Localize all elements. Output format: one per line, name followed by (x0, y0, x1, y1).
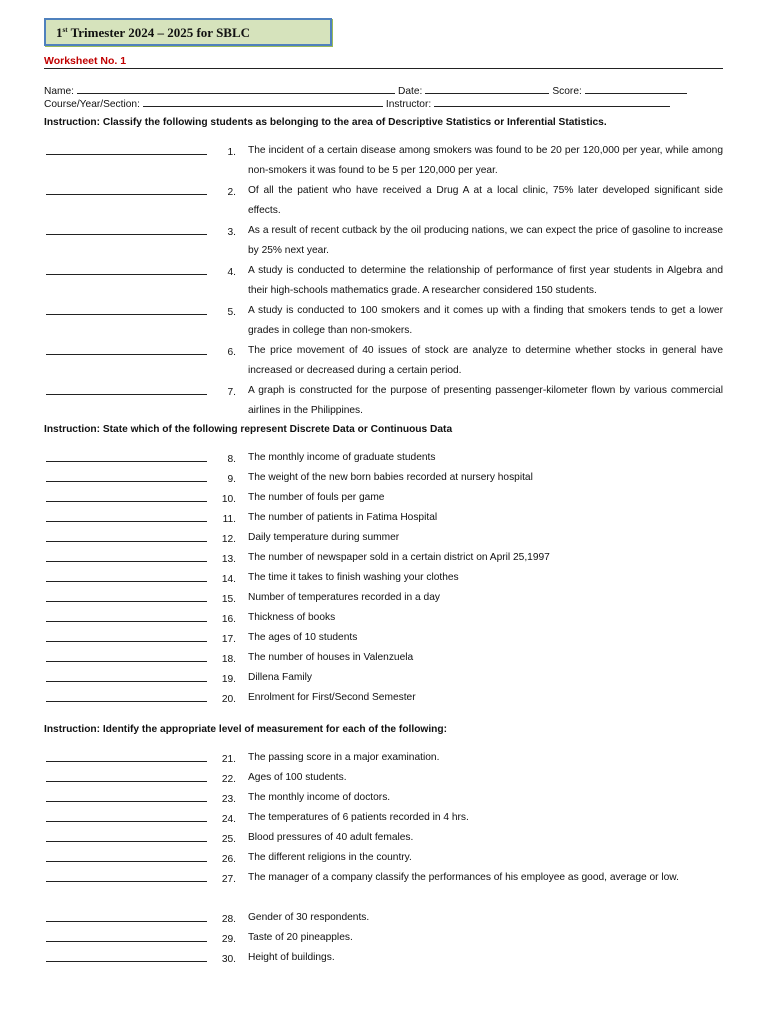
answer-blank[interactable] (46, 581, 207, 582)
answer-blank[interactable] (46, 961, 207, 962)
question-number: 2. (227, 187, 236, 198)
answer-blank[interactable] (46, 861, 207, 862)
question-text: The number of patients in Fatima Hospital (248, 512, 438, 523)
answer-blank[interactable] (46, 621, 207, 622)
question-text: Gender of 30 respondents. (248, 912, 370, 923)
question-text: Height of buildings. (248, 952, 335, 963)
answer-blank[interactable] (46, 541, 207, 542)
question-number: 24. (221, 814, 236, 825)
question-number: 10. (221, 494, 236, 505)
question-text: A study is conducted to determine the relationship of performance of first year students in Algebra and their high-schools mathematics grade. A researcher considered 150 students. (248, 265, 723, 296)
answer-blank[interactable] (46, 314, 207, 315)
question-text: Dillena Family (248, 672, 312, 683)
info-row-1 (44, 84, 690, 97)
answer-blank[interactable] (46, 501, 207, 502)
answer-blank[interactable] (46, 154, 207, 155)
question-number: 23. (221, 794, 236, 805)
answer-blank[interactable] (46, 781, 207, 782)
answer-blank[interactable] (46, 661, 207, 662)
question-number: 28. (221, 914, 236, 925)
question-text: The different religions in the country. (248, 852, 412, 863)
header-divider (44, 68, 723, 69)
question-text: A graph is constructed for the purpose of presenting passenger-kilometer flown by various commercial airlines in the Philippines. (248, 385, 723, 416)
question-text: The passing score in a major examination. (248, 752, 440, 763)
info-row-2 (44, 97, 673, 110)
question-text: The number of fouls per game (248, 492, 385, 503)
question-text: Blood pressures of 40 adult females. (248, 832, 414, 843)
question-text: Ages of 100 students. (248, 772, 347, 783)
question-text: Number of temperatures recorded in a day (248, 592, 440, 603)
question-number: 29. (221, 934, 236, 945)
course-label: Course/Year/Section: (44, 99, 140, 110)
question-text: The time it takes to finish washing your clothes (248, 572, 459, 583)
score-label: Score: (552, 86, 582, 97)
question-text: The number of houses in Valenzuela (248, 652, 414, 663)
question-text: The ages of 10 students (248, 632, 358, 643)
answer-blank[interactable] (46, 681, 207, 682)
answer-blank[interactable] (46, 701, 207, 702)
question-text: Of all the patient who have received a Drug A at a local clinic, 75% later developed significant side effects. (248, 185, 723, 216)
question-number: 9. (227, 474, 236, 485)
question-number: 22. (221, 774, 236, 785)
question-number: 1. (227, 147, 236, 158)
answer-blank[interactable] (46, 461, 207, 462)
question-text: Daily temperature during summer (248, 532, 400, 543)
question-number: 27. (221, 874, 236, 885)
answer-blank[interactable] (46, 394, 207, 395)
answer-blank[interactable] (46, 354, 207, 355)
question-number: 13. (221, 554, 236, 565)
question-number: 20. (221, 694, 236, 705)
title-ordinal: 1 (56, 25, 63, 40)
question-number: 15. (221, 594, 236, 605)
question-number: 25. (221, 834, 236, 845)
question-number: 18. (221, 654, 236, 665)
instruction-2: Instruction: State which of the following represent Discrete Data or Continuous Data (44, 424, 453, 435)
question-number: 6. (227, 347, 236, 358)
date-field[interactable] (425, 84, 549, 94)
question-number: 21. (221, 754, 236, 765)
instructor-field[interactable] (434, 97, 670, 107)
title-ordinal-suffix: st (62, 26, 68, 34)
title-rest: Trimester 2024 – 2025 for SBLC (67, 25, 251, 40)
answer-blank[interactable] (46, 761, 207, 762)
question-text: The manager of a company classify the performances of his employee as good, average or low. (248, 872, 679, 883)
question-number: 8. (227, 454, 236, 465)
worksheet-label: Worksheet No. 1 (44, 55, 127, 67)
answer-blank[interactable] (46, 481, 207, 482)
question-number: 3. (227, 227, 236, 238)
answer-blank[interactable] (46, 941, 207, 942)
course-field[interactable] (143, 97, 383, 107)
question-number: 5. (227, 307, 236, 318)
answer-blank[interactable] (46, 521, 207, 522)
title-box (44, 18, 332, 46)
question-text: The price movement of 40 issues of stock are analyze to determine whether stocks in general have increased or decreased during a certain period. (248, 345, 723, 376)
question-number: 14. (221, 574, 236, 585)
question-number: 17. (221, 634, 236, 645)
name-label: Name: (44, 86, 75, 97)
question-text: The incident of a certain disease among smokers was found to be 20 per 120,000 per year, while among non-smokers it was found to be 5 per 120,000 per year. (248, 145, 723, 176)
instructor-label: Instructor: (385, 99, 432, 110)
score-field[interactable] (585, 84, 687, 94)
question-text: The temperatures of 6 patients recorded in 4 hrs. (248, 812, 469, 823)
date-label: Date: (398, 86, 423, 97)
answer-blank[interactable] (46, 921, 207, 922)
answer-blank[interactable] (46, 234, 207, 235)
instruction-1: Instruction: Classify the following students as belonging to the area of Descriptive Statistics or Inferential Statistics. (44, 117, 607, 128)
answer-blank[interactable] (46, 801, 207, 802)
question-number: 19. (221, 674, 236, 685)
question-number: 26. (221, 854, 236, 865)
answer-blank[interactable] (46, 841, 207, 842)
question-text: As a result of recent cutback by the oil producing nations, we can expect the price of gasoline to increase by 25% next year. (248, 225, 723, 256)
answer-blank[interactable] (46, 561, 207, 562)
answer-blank[interactable] (46, 194, 207, 195)
answer-blank[interactable] (46, 881, 207, 882)
question-text: A study is conducted to 100 smokers and it comes up with a finding that smokers tends to get a lower grades in college than non-smokers. (248, 305, 723, 336)
instruction-3: Instruction: Identify the appropriate level of measurement for each of the following: (44, 724, 448, 735)
question-text: Thickness of books (248, 612, 336, 623)
question-number: 16. (221, 614, 236, 625)
page-title (56, 25, 250, 41)
question-number: 4. (227, 267, 236, 278)
question-number: 12. (221, 534, 236, 545)
name-field[interactable] (77, 84, 395, 94)
question-number: 30. (221, 954, 236, 965)
question-text: Enrolment for First/Second Semester (248, 692, 416, 703)
answer-blank[interactable] (46, 601, 207, 602)
question-text: The weight of the new born babies recorded at nursery hospital (248, 472, 533, 483)
question-number: 7. (227, 387, 236, 398)
question-number: 11. (222, 514, 236, 525)
answer-blank[interactable] (46, 641, 207, 642)
question-text: The monthly income of graduate students (248, 452, 436, 463)
question-text: The number of newspaper sold in a certain district on April 25,1997 (248, 552, 550, 563)
question-text: Taste of 20 pineapples. (248, 932, 353, 943)
question-text: The monthly income of doctors. (248, 792, 391, 803)
answer-blank[interactable] (46, 274, 207, 275)
answer-blank[interactable] (46, 821, 207, 822)
